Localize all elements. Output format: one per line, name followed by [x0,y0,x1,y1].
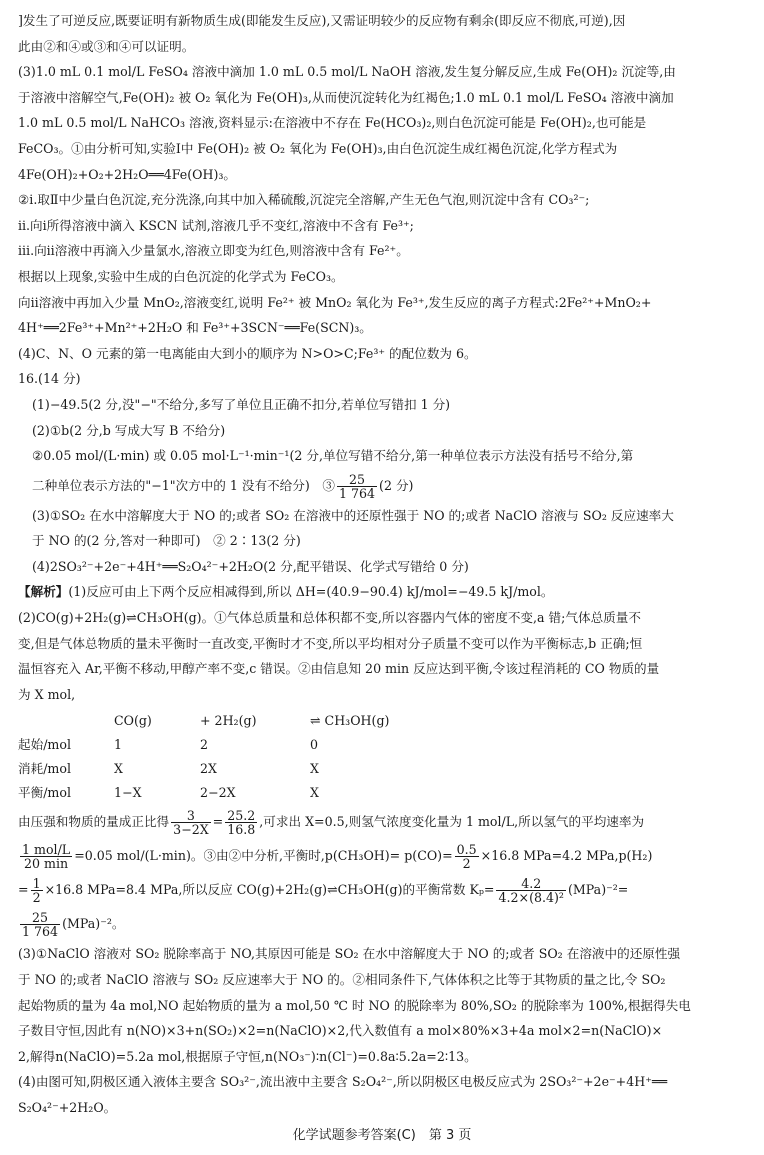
text-line: = $\frac{1}{2}$ ×16.8 MPa=8.4 MPa,所以反应 CO(g)+2H₂(g)⇌CH₃OH(g)的平衡常数 Kₚ= $\frac{4.2}{\text{4.2×(8.4)²}}$ (MPa)⁻²= [18,876,629,906]
text-line: 2,解得n(NaClO)=5.2a mol,根据原子守恒,n(NO₃⁻)∶n(Cl⁻)=0.8a∶5.2a=2∶13。 [18,1048,477,1064]
question-heading: 16.(14 分) [18,371,81,387]
answer-line: (3)①SO₂ 在水中溶解度大于 NO 的;或者 SO₂ 在溶液中的还原性强于 NO 的;或者 NaClO 溶液与 SO₂ 反应速率大 [32,507,674,523]
fraction: $\frac{3}{3-2X}$ [173,808,209,838]
text-line: ⅲ.向ⅱ溶液中再滴入少量氯水,溶液立即变为红色,则溶液中含有 Fe²⁺。 [18,243,409,259]
text-line: (3)1.0 mL 0.1 mol/L FeSO₄ 溶液中滴加 1.0 mL 0.5 mol/L NaOH 溶液,发生复分解反应,生成 Fe(OH)₂ 沉淀等,由 [18,64,676,80]
fraction: $\frac{1}{2}$ [32,876,41,906]
analysis-line: 【解析】(1)反应可由上下两个反应相减得到,所以 ΔH=(40.9−90.4) kJ/mol=−49.5 kJ/mol。 [18,584,554,600]
text-line: 4Fe(OH)₂+O₂+2H₂O══4Fe(OH)₃。 [18,166,236,182]
answer-line: (2)①b(2 分,b 写成大写 B 不给分) [32,422,226,438]
text-line: 起始物质的量为 4a mol,NO 起始物质的量为 a mol,50 ℃ 时 NO 的脱除率为 80%,SO₂ 的脱除率为 100%,根据得失电 [18,997,691,1013]
answer-line: 二种单位表示方法的"−1"次方中的 1 没有不给分) ③ $\frac{25}{1 764}$ (2 分) [32,471,414,501]
answer-line: (1)−49.5(2 分,没"−"不给分,多写了单位且正确不扣分,若单位写错扣 1 分) [32,396,451,412]
ice-table: CO(g) + 2H₂(g) ⇌ CH₃OH(g) 起始/mol 1 2 0 消耗/mol X 2X X 平衡/mol 1−X 2−2X X [18,713,390,801]
text-line: ]发生了可逆反应,既要证明有新物质生成(即能发生反应),又需证明较少的反应物有剩余(即反应不彻底,可逆),因 [18,13,626,28]
text-line: (2)CO(g)+2H₂(g)⇌CH₃OH(g)。①气体总质量和总体积都不变,所以容器内气体的密度不变,a 错;气体总质量不 [18,610,641,626]
text-line: (4)由图可知,阴极区通入液体主要含 SO₃²⁻,流出液中主要含 S₂O₄²⁻,所以阴极区电极反应式为 2SO₃²⁻+2e⁻+4H⁺══ [18,1074,668,1090]
text-line: S₂O₄²⁻+2H₂O。 [18,1100,117,1115]
text-line: 4H⁺══2Fe³⁺+Mn²⁺+2H₂O 和 Fe³⁺+3SCN⁻══Fe(SCN)₃。 [18,320,372,336]
text-line: 子数目守恒,因此有 n(NO)×3+n(SO₂)×2=n(NaClO)×2,代入数值有 a mol×80%×3+4a mol×2=n(NaClO)× [18,1023,663,1039]
text-line: 向ⅱ溶液中再加入少量 MnO₂,溶液变红,说明 Fe²⁺ 被 MnO₂ 氧化为 Fe³⁺,发生反应的离子方程式:2Fe²⁺+MnO₂+ [18,294,652,310]
text-line: 于 NO 的;或者 NaClO 溶液与 SO₂ 反应速率大于 NO 的。②相同条件下,气体体积之比等于其物质的量之比,令 SO₂ [18,972,666,988]
text-line: 1.0 mL 0.5 mol/L NaHCO₃ 溶液,资料显示:在溶液中不存在 Fe(HCO₃)₂,则白色沉淀可能是 Fe(OH)₂,也可能是 [18,115,647,131]
text-line: 于溶液中溶解空气,Fe(OH)₂ 被 O₂ 氧化为 Fe(OH)₃,从而使沉淀转化为红褐色;1.0 mL 0.1 mol/L FeSO₄ 溶液中滴加 [18,89,674,105]
page-footer: 化学试题参考答案(C) 第 3 页 [292,1128,472,1143]
text-line: ②ⅰ.取Ⅱ中少量白色沉淀,充分洗涤,向其中加入稀硫酸,沉淀完全溶解,产生无色气泡,则沉淀中含有 CO₃²⁻; [18,192,590,208]
text-line: FeCO₃。①由分析可知,实验Ⅰ中 Fe(OH)₂ 被 O₂ 氧化为 Fe(OH)₃,由白色沉淀生成红褐色沉淀,化学方程式为 [18,140,618,156]
fraction: $\frac{0.5}{2}$ [456,842,477,872]
text-line: 此由②和④或③和④可以证明。 [18,38,195,54]
answer-line: (4)2SO₃²⁻+2e⁻+4H⁺══S₂O₄²⁻+2H₂O(2 分,配平错误、化学式写错给 0 分) [32,558,469,574]
fraction: $\frac{25}{1 764}$ [338,471,376,501]
text-line: 由压强和物质的量成正比得 $\frac{3}{3-2X}$ = $\frac{25.2}{16.8}$ ,可求出 X=0.5,则氢气浓度变化量为 1 mol/L,所以氢气的平均速率为 [18,808,645,838]
fraction: $\frac{4.2}{\text{4.2×(8.4)²}}$ [498,876,564,906]
text-line: 为 X mol, [18,686,76,702]
text-line: ⅱ.向ⅰ所得溶液中滴入 KSCN 试剂,溶液几乎不变红,溶液中不含有 Fe³⁺; [18,217,414,233]
text-line: $\frac{\text{1 mol/L}}{20 \min}$ =0.05 mol/(L·min)。③由②中分析,平衡时,p(CH₃OH)= p(CO)= $\frac{0.5}{2}$ ×16.8 MPa=4.2 MPa,p(H₂) [22,842,653,872]
text-line: 根据以上现象,实验中生成的白色沉淀的化学式为 FeCO₃。 [18,268,344,284]
text-line: 温恒容充入 Ar,平衡不移动,甲醇产率不变,c 错误。②由信息知 20 min 反应达到平衡,令该过程消耗的 CO 物质的量 [18,661,660,677]
answer-line: 于 NO 的(2 分,答对一种即可) ② 2∶13(2 分) [32,533,301,549]
analysis-label: 【解析】 [18,584,69,600]
text-line: (3)①NaClO 溶液对 SO₂ 脱除率高于 NO,其原因可能是 SO₂ 在水中溶解度大于 NO 的;或者 SO₂ 在溶液中的还原性强 [18,946,681,962]
fraction: $\frac{\text{1 mol/L}}{20 \min}$ [22,842,71,872]
text-line: 变,但是气体总物质的量未平衡时一直改变,平衡时才不变,所以平均相对分子质量不变可以作为平衡标志,b 正确;恒 [18,635,643,651]
text-line: (4)C、N、O 元素的第一电离能由大到小的顺序为 N>O>C;Fe³⁺ 的配位数为 6。 [18,345,477,361]
answer-line: ②0.05 mol/(L·min) 或 0.05 mol·L⁻¹·min⁻¹(2 分,单位写错不给分,第一种单位表示方法没有括号不给分,第 [32,448,634,464]
text-line: $\frac{25}{1 764}$ (MPa)⁻²。 [22,910,125,940]
fraction: $\frac{25.2}{16.8}$ [227,808,256,838]
fraction: $\frac{25}{1 764}$ [22,910,59,940]
